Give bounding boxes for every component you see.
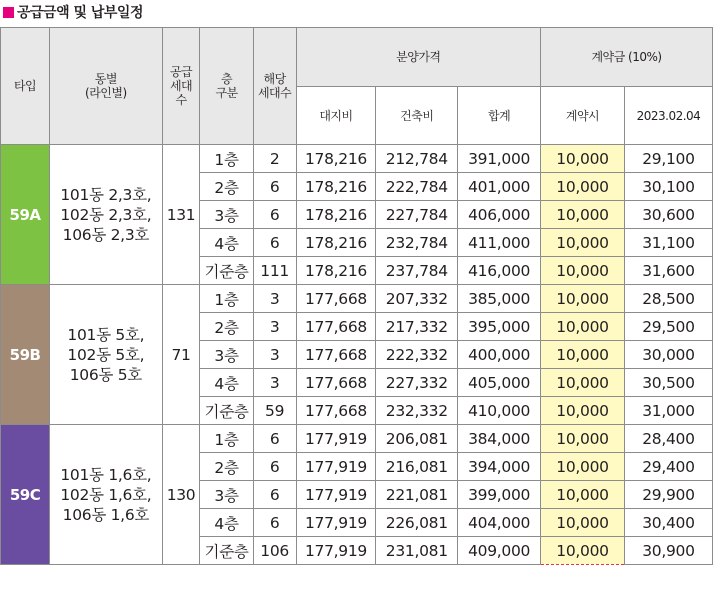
date-amount-cell: 30,500 [624,369,712,397]
contract-cell: 10,000 [541,369,625,397]
date-amount-cell: 30,100 [624,173,712,201]
land-cell: 177,668 [296,313,376,341]
units-cell: 6 [253,509,296,537]
land-cell: 177,668 [296,285,376,313]
land-cell: 177,919 [296,425,376,453]
type-cell: 59B [1,285,50,425]
date-amount-cell: 30,600 [624,201,712,229]
land-cell: 177,668 [296,369,376,397]
building-cell: 222,332 [376,341,458,369]
land-cell: 178,216 [296,257,376,285]
land-cell: 177,919 [296,481,376,509]
total-cell: 409,000 [458,537,541,565]
total-cell: 395,000 [458,313,541,341]
land-cell: 177,668 [296,341,376,369]
header-dong [50,28,163,145]
date-amount-cell: 29,100 [624,145,712,173]
date-amount-cell: 28,400 [624,425,712,453]
contract-cell: 10,000 [541,257,625,285]
total-cell: 391,000 [458,145,541,173]
total-cell: 410,000 [458,397,541,425]
contract-cell: 10,000 [541,313,625,341]
header-price-group: 분양가격 [296,28,540,87]
floor-cell: 1층 [200,145,253,173]
date-amount-cell: 31,000 [624,397,712,425]
floor-cell: 기준층 [200,537,253,565]
units-cell: 3 [253,285,296,313]
units-cell: 6 [253,425,296,453]
building-cell: 226,081 [376,509,458,537]
units-cell: 111 [253,257,296,285]
dong-cell [50,425,163,565]
floor-cell: 3층 [200,341,253,369]
header-date: 2023.02.04 [624,87,712,145]
building-cell: 227,332 [376,369,458,397]
header-deposit-group: 계약금 (10%) [541,28,713,87]
units-cell: 106 [253,537,296,565]
supply-cell: 71 [162,285,200,425]
floor-cell: 3층 [200,201,253,229]
contract-cell: 10,000 [541,285,625,313]
floor-cell: 기준층 [200,397,253,425]
table-row [1,145,713,173]
total-cell: 404,000 [458,509,541,537]
land-cell: 178,216 [296,173,376,201]
floor-cell: 4층 [200,229,253,257]
section-title [3,2,143,24]
floor-cell: 2층 [200,173,253,201]
header-total: 합계 [458,87,541,145]
dong-text: 101동 5호, 102동 5호, 106동 5호 [67,325,145,384]
land-cell: 177,919 [296,453,376,481]
units-cell: 3 [253,369,296,397]
dong-text: 101동 2,3호, 102동 2,3호, 106동 2,3호 [60,185,152,244]
contract-cell: 10,000 [541,341,625,369]
date-amount-cell: 29,500 [624,313,712,341]
building-cell: 221,081 [376,481,458,509]
header-at-contract: 계약시 [541,87,625,145]
contract-cell: 10,000 [541,397,625,425]
contract-cell: 10,000 [541,481,625,509]
header-units-text: 해당 세대수 [257,72,292,100]
floor-cell: 3층 [200,481,253,509]
units-cell: 6 [253,173,296,201]
land-cell: 178,216 [296,145,376,173]
units-cell: 6 [253,481,296,509]
total-cell: 385,000 [458,285,541,313]
floor-cell: 2층 [200,453,253,481]
floor-cell: 4층 [200,369,253,397]
price-table [0,27,713,565]
supply-cell: 130 [162,425,200,565]
total-cell: 400,000 [458,341,541,369]
date-amount-cell: 31,100 [624,229,712,257]
header-land: 대지비 [296,87,376,145]
floor-cell: 1층 [200,285,253,313]
contract-cell: 10,000 [541,425,625,453]
date-amount-cell: 29,400 [624,453,712,481]
type-cell: 59A [1,145,50,285]
date-amount-cell: 28,500 [624,285,712,313]
land-cell: 177,919 [296,537,376,565]
contract-cell: 10,000 [541,453,625,481]
floor-cell: 4층 [200,509,253,537]
total-cell: 411,000 [458,229,541,257]
section-title-text: 공급금액 및 납부일정 [17,5,143,21]
building-cell: 227,784 [376,201,458,229]
total-cell: 405,000 [458,369,541,397]
supply-cell: 131 [162,145,200,285]
square-bullet-icon [3,7,14,18]
units-cell: 6 [253,201,296,229]
building-cell: 222,784 [376,173,458,201]
date-amount-cell: 31,600 [624,257,712,285]
units-cell: 6 [253,229,296,257]
table-row [1,285,713,313]
header-supply [162,28,200,145]
dong-text: 101동 1,6호, 102동 1,6호, 106동 1,6호 [60,465,152,524]
contract-cell: 10,000 [541,229,625,257]
header-dong-text: 동별 (라인별) [85,72,127,100]
building-cell: 237,784 [376,257,458,285]
date-amount-cell: 30,900 [624,537,712,565]
building-cell: 231,081 [376,537,458,565]
total-cell: 384,000 [458,425,541,453]
land-cell: 177,919 [296,509,376,537]
building-cell: 212,784 [376,145,458,173]
total-cell: 394,000 [458,453,541,481]
contract-cell: 10,000 [541,509,625,537]
total-cell: 406,000 [458,201,541,229]
building-cell: 232,784 [376,229,458,257]
land-cell: 178,216 [296,229,376,257]
contract-cell: 10,000 [541,537,625,565]
units-cell: 3 [253,313,296,341]
floor-cell: 2층 [200,313,253,341]
contract-cell: 10,000 [541,145,625,173]
contract-cell: 10,000 [541,173,625,201]
contract-cell: 10,000 [541,201,625,229]
building-cell: 232,332 [376,397,458,425]
date-amount-cell: 30,400 [624,509,712,537]
floor-cell: 기준층 [200,257,253,285]
units-cell: 6 [253,453,296,481]
total-cell: 399,000 [458,481,541,509]
land-cell: 177,668 [296,397,376,425]
header-type: 타입 [1,28,50,145]
building-cell: 206,081 [376,425,458,453]
building-cell: 217,332 [376,313,458,341]
date-amount-cell: 29,900 [624,481,712,509]
header-supply-text: 공급 세대 수 [169,65,193,107]
date-amount-cell: 30,000 [624,341,712,369]
building-cell: 207,332 [376,285,458,313]
units-cell: 59 [253,397,296,425]
dong-cell [50,145,163,285]
header-building: 건축비 [376,87,458,145]
units-cell: 2 [253,145,296,173]
land-cell: 178,216 [296,201,376,229]
units-cell: 3 [253,341,296,369]
total-cell: 401,000 [458,173,541,201]
header-units [253,28,296,145]
total-cell: 416,000 [458,257,541,285]
floor-cell: 1층 [200,425,253,453]
header-floor-text: 층 구분 [215,72,238,100]
header-floor [200,28,253,145]
dong-cell [50,285,163,425]
building-cell: 216,081 [376,453,458,481]
type-cell: 59C [1,425,50,565]
table-row [1,425,713,453]
